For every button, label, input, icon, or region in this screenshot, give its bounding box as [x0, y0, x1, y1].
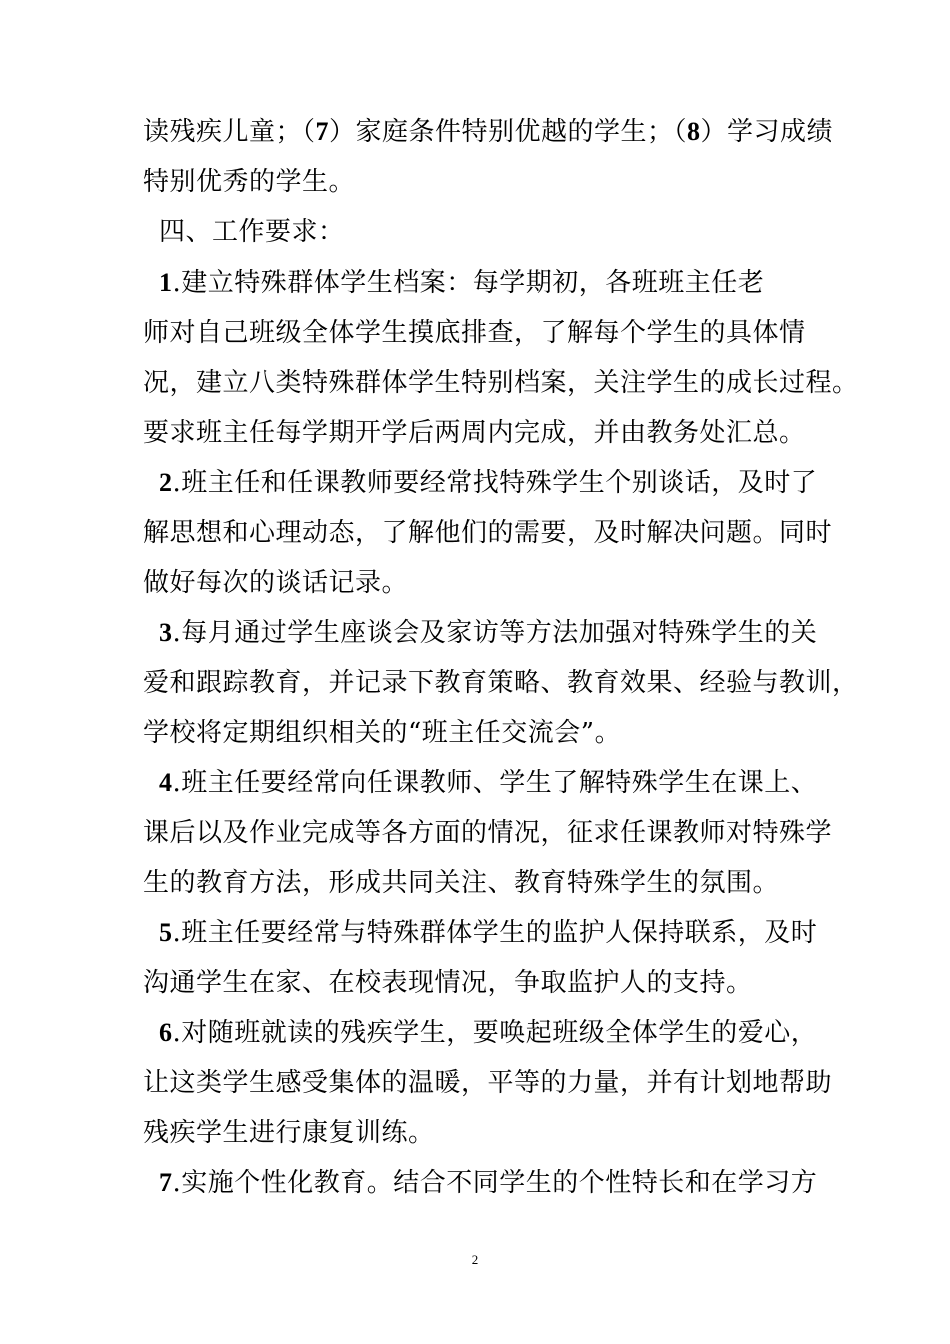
section-heading: 四、工作要求：: [159, 217, 345, 247]
text-line: 课后以及作业完成等各方面的情况，征求任课教师对特殊学: [143, 818, 833, 848]
text-line: 让这类学生感受集体的温暖，平等的力量，并有计划地帮助: [143, 1068, 833, 1098]
list-item: 3.每月通过学生座谈会及家访等方法加强对特殊学生的关: [159, 618, 818, 648]
list-item: 7.实施个性化教育。结合不同学生的个性特长和在学习方: [159, 1168, 818, 1198]
text-line: 生的教育方法，形成共同关注、教育特殊学生的氛围。: [143, 868, 780, 898]
text-line: 沟通学生在家、在校表现情况，争取监护人的支持。: [143, 968, 753, 998]
text-line: 爱和跟踪教育，并记录下教育策略、教育效果、经验与教训，: [143, 668, 859, 698]
text-line: 师对自己班级全体学生摸底排查，了解每个学生的具体情: [143, 318, 806, 348]
list-item: 6.对随班就读的残疾学生，要唤起班级全体学生的爱心，: [159, 1018, 818, 1048]
list-item: 2.班主任和任课教师要经常找特殊学生个别谈话，及时了: [159, 468, 818, 498]
page-number: 2: [471, 1252, 479, 1267]
text-line: 残疾学生进行康复训练。: [143, 1118, 435, 1148]
list-item: 4.班主任要经常向任课教师、学生了解特殊学生在课上、: [159, 768, 818, 798]
list-item: 1.建立特殊群体学生档案：每学期初，各班班主任老: [159, 268, 765, 298]
text-line: 做好每次的谈话记录。: [143, 568, 409, 598]
text-line: 读残疾儿童；（7）家庭条件特别优越的学生；（8）学习成绩: [143, 117, 834, 147]
text-line: 学校将定期组织相关的“班主任交流会”。: [143, 718, 622, 748]
text-line: 特别优秀的学生。: [143, 167, 356, 197]
text-line: 况，建立八类特殊群体学生特别档案，关注学生的成长过程。: [143, 368, 859, 398]
text-line: 解思想和心理动态，了解他们的需要，及时解决问题。同时: [143, 518, 833, 548]
text-line: 要求班主任每学期开学后两周内完成，并由教务处汇总。: [143, 418, 806, 448]
list-item: 5.班主任要经常与特殊群体学生的监护人保持联系，及时: [159, 918, 818, 948]
